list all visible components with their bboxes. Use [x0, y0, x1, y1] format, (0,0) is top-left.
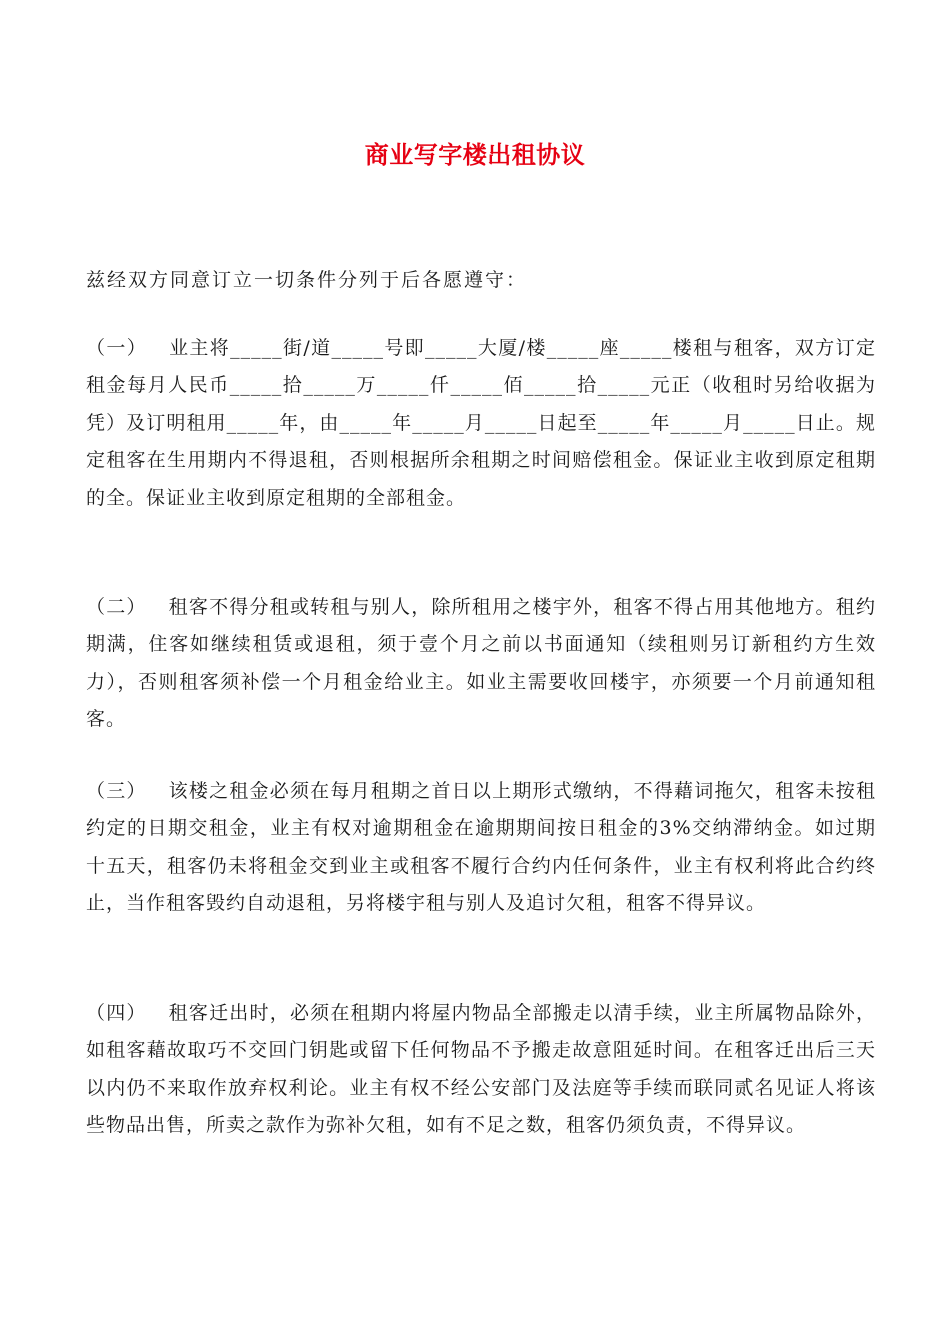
- document-title: 商业写字楼出租协议: [364, 141, 586, 169]
- clause-2-text: 租客不得分租或转租与别人，除所租用之楼宇外，租客不得占用其他地方。租约期满，住客如继续租赁或退租，须于壹个月之前以书面通知（续租则另订新租约方生效力），否则租客须补偿一个月租金给业主。如业主需要收回楼宇，亦须要一个月前通知租客。: [86, 596, 876, 731]
- clause-1-text: 业主将_____街/道_____号即_____大厦/楼_____座_____楼租与租客，双方订定租金每月人民币_____拾_____万_____仟_____佰_____拾_____元正（收租时另给收据为凭）及订明租用_____年，由_____年_____月_____日起至_____年_____月_____日止。规定租客在生用期内不得退租，否则根据所余租期之时间赔偿租金。保证业主收到原定租期的全。保证业主收到原定租期的全部租金。: [86, 337, 876, 509]
- clause-3: [86, 773, 876, 923]
- clause-1: [86, 330, 876, 517]
- clause-4-text: 租客迁出时，必须在租期内将屋内物品全部搬走以清手续，业主所属物品除外，如租客藉故取巧不交回门钥匙或留下任何物品不予搬走故意阻延时间。在租客迁出后三天以内仍不来取作放弃权利论。业主有权不经公安部门及法庭等手续而联同贰名见证人将该些物品出售，所卖之款作为弥补欠租，如有不足之数，租客仍须负责，不得异议。: [86, 1002, 876, 1137]
- clause-1-label: （一）: [86, 337, 148, 359]
- clause-2: [86, 589, 876, 739]
- clause-4-label: （四）: [86, 1002, 147, 1024]
- clause-2-label: （二）: [86, 596, 147, 618]
- clause-3-label: （三）: [86, 780, 147, 802]
- clause-3-text: 该楼之租金必须在每月租期之首日以上期形式缴纳，不得藉词拖欠，租客未按租约定的日期交租金，业主有权对逾期租金在逾期期间按日租金的3%交纳滞纳金。如过期十五天，租客仍未将租金交到业主或租客不履行合约内任何条件，业主有权利将此合约终止，当作租客毁约自动退租，另将楼宇租与别人及追讨欠租，租客不得异议。: [86, 780, 876, 915]
- clause-4: [86, 995, 876, 1145]
- intro-paragraph: 兹经双方同意订立一切条件分列于后各愿遵守：: [86, 269, 528, 291]
